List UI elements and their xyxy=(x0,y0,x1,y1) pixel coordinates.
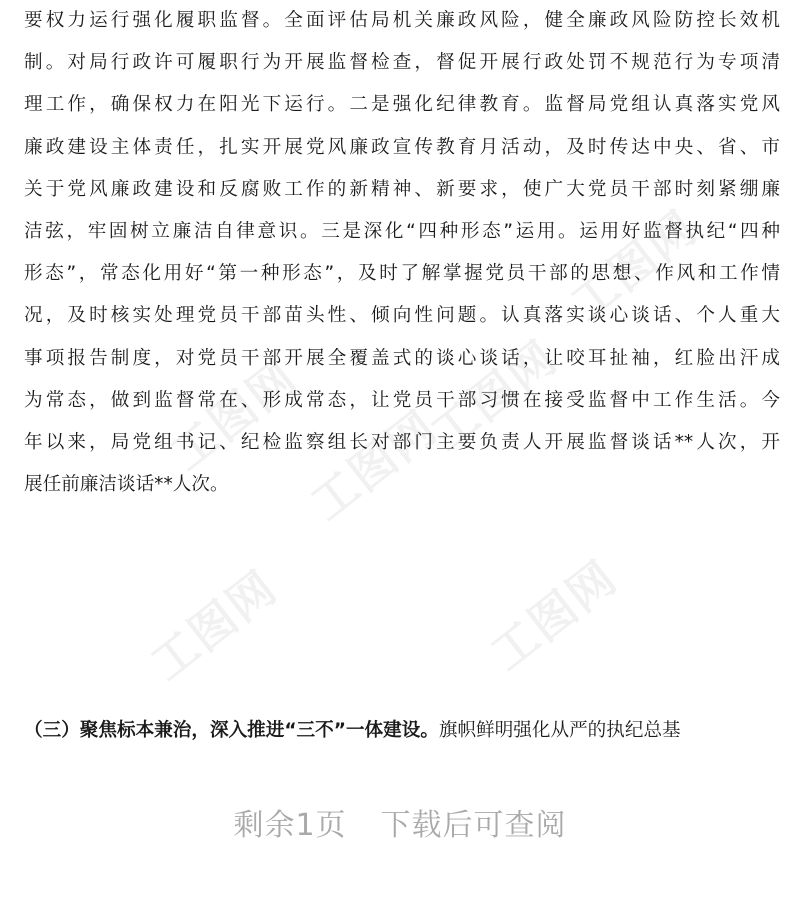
watermark: 工图网 xyxy=(301,400,447,531)
body-paragraph xyxy=(24,0,780,506)
watermark: 工图网 xyxy=(561,200,707,331)
watermark: 工图网 xyxy=(481,550,627,681)
paragraph-line: 年以来，局党组书记、纪检监察组长对部门主要负责人开展监督谈话**人次，开 xyxy=(24,431,780,453)
download-hint-label: 下载后可查阅 xyxy=(380,808,567,843)
paragraph-line: 况，及时核实处理党员干部苗头性、倾向性问题。认真落实谈心谈话、个人重大 xyxy=(24,305,780,327)
remaining-pages-notice[interactable] xyxy=(0,800,800,844)
paragraph-line: 洁弦，牢固树立廉洁自律意识。三是深化“四种形态”运用。运用好监督执纪“四种 xyxy=(24,220,780,242)
paragraph-line: 形态”，常态化用好“第一种形态”，及时了解掌握党员干部的思想、作风和工作情 xyxy=(24,263,780,285)
paragraph-line: 廉政建设主体责任，扎实开展党风廉政宣传教育月活动，及时传达中央、省、市 xyxy=(24,136,780,158)
watermark: 工图网 xyxy=(141,560,287,691)
paragraph-line: 为常态，做到监督常在、形成常态，让党员干部习惯在接受监督中工作生活。今 xyxy=(24,389,780,411)
section-text: 旗帜鲜明强化从严的执纪总基 xyxy=(438,720,681,741)
paragraph-line: 理工作，确保权力在阳光下运行。二是强化纪律教育。监督局党组认真落实党风 xyxy=(24,94,780,116)
section-paragraph xyxy=(24,710,780,752)
watermark: 工图网 xyxy=(421,330,567,461)
paragraph-line: 制。对局行政许可履职行为开展监督检查，督促开展行政处罚不规范行为专项清 xyxy=(24,52,780,74)
section-heading: （三）聚焦标本兼治，深入推进“三不”一体建设。 xyxy=(24,720,439,741)
paragraph-line: 关于党风廉政建设和反腐败工作的新精神、新要求，使广大党员干部时刻紧绷廉 xyxy=(24,178,780,200)
remaining-pages-label: 剩余1页 xyxy=(233,808,347,843)
paragraph-line: 要权力运行强化履职监督。全面评估局机关廉政风险，健全廉政风险防控长效机 xyxy=(24,10,780,31)
paragraph-line: 展任前廉洁谈话**人次。 xyxy=(24,474,229,496)
watermark: 工图网 xyxy=(161,350,307,481)
paragraph-line: 事项报告制度，对党员干部开展全覆盖式的谈心谈话，让咬耳扯袖，红脸出汗成 xyxy=(24,347,780,369)
